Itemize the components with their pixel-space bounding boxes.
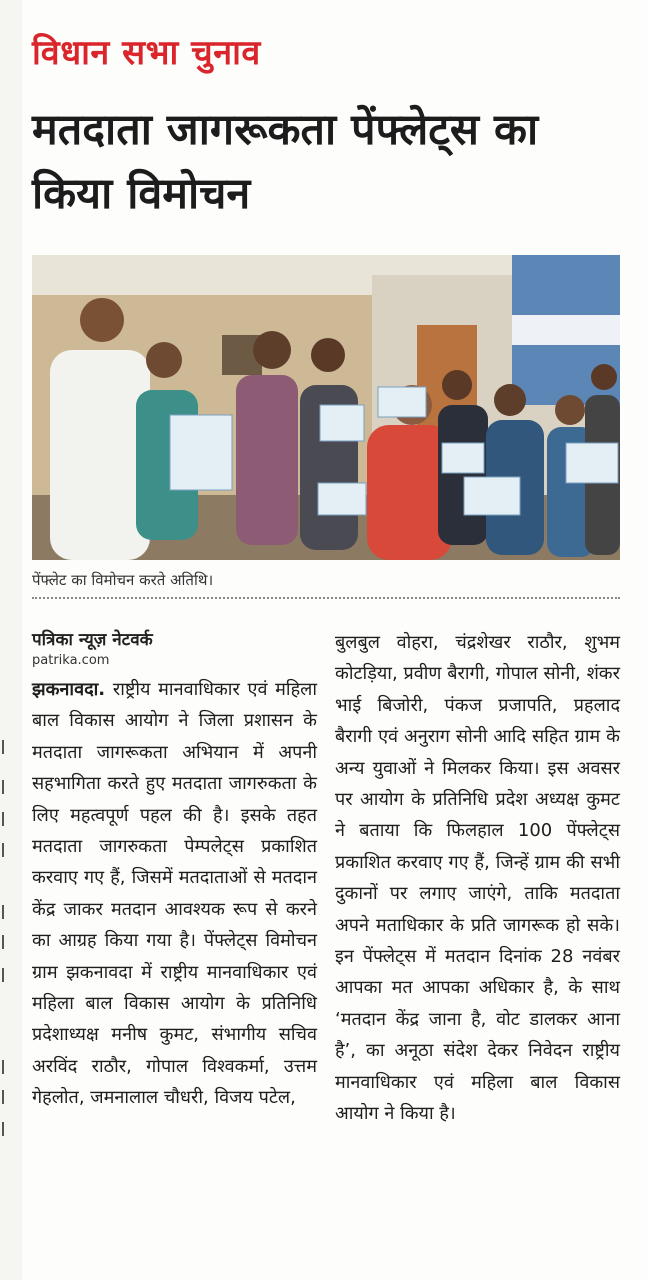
- body-text-col1: राष्ट्रीय मानवाधिकार एवं महिला बाल विकास आयोग ने जिला प्रशासन के मतदाता जागरूकता अभियान में अपनी सहभागिता करते हुए मतदाता जागरुकता के लिए महत्वपूर्ण पहल की है। इसके तहत मतदाता जागरुकता पेम्पलेट्स प्रकाशित करवाए गए हैं, जिसमें मतदाताओं से मतदान केंद्र जाकर मतदान आवश्यक रूप से करने का आग्रह किया गया है। पेंफ्लेट्स विमोचन ग्राम झकनावदा में राष्ट्रीय मानवाधिकार एवं महिला बाल विकास आयोग के प्रतिनिधि प्रदेशाध्यक्ष मनीष कुमट, संभागीय सचिव अरविंद राठौर, गोपाल विश्वकर्मा, उत्तम गेहलोत, जमनालाल चौधरी, विजय पटेल,: [32, 679, 317, 1109]
- website-credit: patrika.com: [32, 653, 110, 668]
- photo-caption: पेंफ्लेट का विमोचन करते अतिथि।: [32, 571, 214, 589]
- dateline: झकनावदा.: [32, 679, 106, 700]
- body-text-col2: बुलबुल वोहरा, चंद्रशेखर राठौर, शुभम कोटड़िया, प्रवीण बैरागी, गोपाल सोनी, शंकर भाई बिजोरी, पंकज प्रजापति, प्रहलाद बैरागी एवं अनुराग सोनी आदि सहित ग्राम के अन्य युवाओं ने मिलकर किया। इस अवसर पर आयोग के प्रतिनिधि प्रदेश अध्यक्ष कुमट ने बताया कि फिलहाल 100 पेंफ्लेट्स प्रकाशित करवाए गए हैं, जिन्हें ग्राम की सभी दुकानों पर लगाए जाएंगे, ताकि मतदाता अपने मताधिकार के प्रति जागरूक हो सके। इन पेंफ्लेट्स में मतदान दिनांक 28 नवंबर आपका मत आपका अधिकार है, के साथ ‘मतदान केंद्र जाना है, वोट डालकर आना है’, का अनूठा संदेश देकर निवेदन राष्ट्रीय मानवाधिकार एवं महिला बाल विकास आयोग ने किया है।: [335, 632, 620, 1125]
- news-photo: [32, 255, 620, 560]
- article-column-2: [335, 627, 620, 1130]
- byline: पत्रिका न्यूज़ नेटवर्क: [32, 630, 153, 650]
- body-paragraph-1: [32, 674, 317, 1114]
- article-headline: मतदाता जागरूकता पेंफ्लेट्स का किया विमोचन: [32, 105, 539, 219]
- article-column-1: [32, 627, 317, 1114]
- adjacent-column-fragment: [0, 0, 22, 1280]
- section-kicker: विधान सभा चुनाव: [32, 33, 261, 73]
- dotted-divider: [32, 597, 620, 599]
